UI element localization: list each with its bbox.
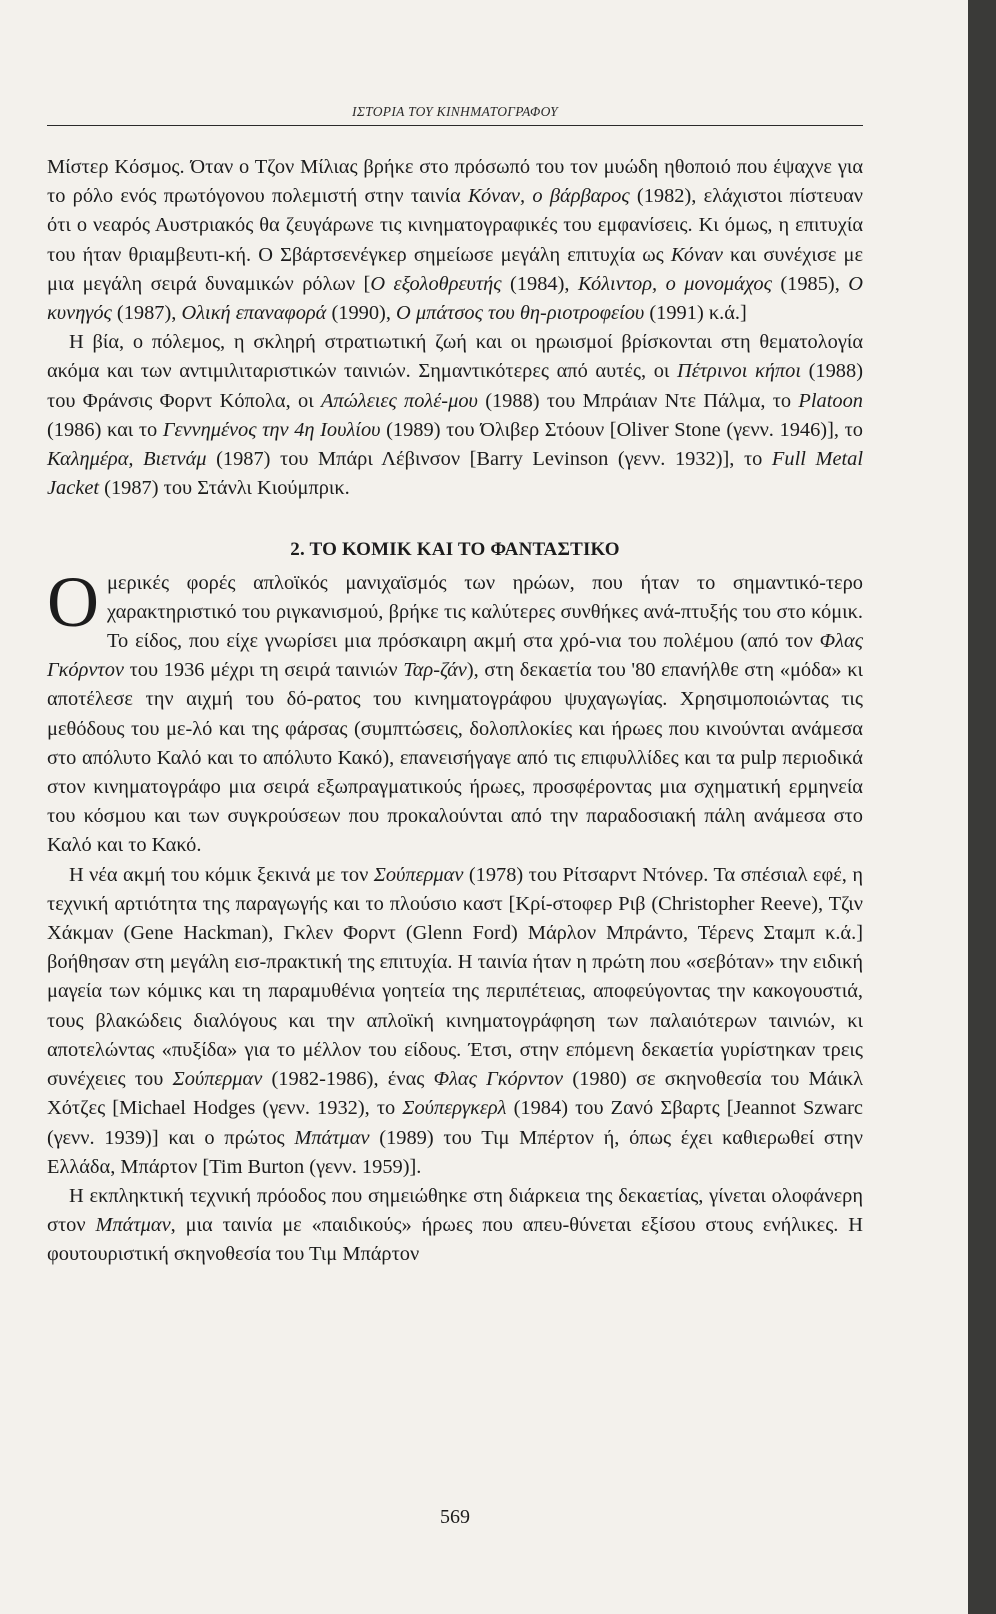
text-run: , μια ταινία με «παιδικούς» ήρωες που απευ-θύνεται εξίσου στους ενήλικες. Η φουτουριστική σκηνοθεσία του Τιμ Μπάρτον xyxy=(47,1214,863,1266)
text-run: (1980) σε σκηνοθεσία του Μάικλ Χότζες [Michael Hodges (γενν. 1932), το xyxy=(47,1068,863,1120)
italic-title: Κόλιντορ, ο μονομάχος xyxy=(577,272,772,295)
text-run: (1987) του Μπάρι Λέβινσον [Barry Levinson (γενν. 1932)], το xyxy=(206,448,772,471)
text-run: (1986) και το xyxy=(47,418,163,441)
italic-title: Σούπεργκερλ xyxy=(402,1097,507,1120)
drop-cap: Ο xyxy=(47,561,99,642)
text-run: (1984), xyxy=(501,272,578,295)
text-run: Η νέα ακμή του κόμικ ξεκινά με τον xyxy=(69,863,374,886)
text-run: (1988) του Φράνσις Φορντ Κόπολα, οι xyxy=(47,360,863,412)
text-run: (1989) του Τιμ Μπέρτον ή, όπως έχει καθιερωθεί στην Ελλάδα, Μπάρτον [Tim Burton (γενν. 1959)]. xyxy=(47,1126,863,1178)
text-run: (1982), ελάχιστοι πίστευαν ότι ο νεαρός Αυστριακός θα ζευγάρωνε τις κινηματογραφικές του εμφανίσεις. Κι όμως, η επιτυχία του ήταν θριαμβευτι-κή. Ο Σβάρτσενέγκερ σημείωσε μεγάλη επιτυχία ως xyxy=(47,185,863,266)
text-run: (1985), xyxy=(771,272,849,295)
text-run: Μίστερ Κόσμος. Όταν ο Τζον Μίλιας βρήκε στο πρόσωπό του τον μυώδη ηθοποιό που έψαχνε για το ρόλο ενός πρωτόγονου πολεμιστή στην ταινία xyxy=(47,156,863,208)
running-header: ΙΣΤΟΡΙΑ ΤΟΥ ΚΙΝΗΜΑΤΟΓΡΑΦΟΥ xyxy=(352,104,558,119)
italic-title: Φλας Γκόρντον xyxy=(47,630,863,682)
paragraph xyxy=(47,861,863,1182)
paragraph xyxy=(47,561,863,861)
italic-title: Ο κυνηγός xyxy=(47,272,864,325)
italic-title: Μπάτμαν xyxy=(95,1214,171,1237)
header-rule xyxy=(47,125,863,126)
text-run: (1984) του Ζανό Σβαρτς [Jeannot Szwarc (γενν. 1939)] και ο πρώτος xyxy=(47,1097,863,1149)
italic-title: Πέτρινοι κήποι xyxy=(677,360,802,383)
paragraph xyxy=(47,153,863,328)
intro-paragraphs xyxy=(47,153,863,503)
italic-title: Φλας Γκόρντον xyxy=(433,1068,564,1091)
italic-title: Ταρ-ζάν xyxy=(403,659,467,682)
page-body xyxy=(47,153,863,1270)
italic-title: Ο εξολοθρευτής xyxy=(370,272,502,295)
text-run: μερικές φορές απλοϊκός μανιχαϊσμός των ηρώων, που ήταν το σημαντικό-τερο χαρακτηριστικό του ριγκανισμού, βρήκε τις καλύτερες συνθήκες ανά-πτυξής του στο κόμικ. Το είδος, που είχε γνωρίσει μια πρόσκαιρη ακμή στα χρό-νια του πολέμου (από τον xyxy=(107,571,863,653)
text-run: ), στη δεκαετία του '80 επανήλθε στη «μόδα» κι αποτέλεσε την αιχμή του δό-ρατος του κινηματογράφου ψυχαγωγίας. Χρησιμοποιώντας τις μεθόδους του με-λό και της φάρσας (συμπτώσεις, δολοπλοκίες και ήρωες που κινούνται ανάμεσα στο απόλυτο Καλό και το απόλυτο Κακό), επανεισήγαγε από τις επιφυλλίδες και τα pulp περιοδικά στον κινηματογράφο μια σειρά εξωπραγματικούς ήρωες, προσφέροντας μια σχηματική ερμηνεία του κόσμου και των συγκρούσεων που προκαλούνται από την παραδοσιακή πάλη ανάμεσα στο Καλό και το Κακό. xyxy=(47,659,863,857)
section-paragraphs xyxy=(47,561,863,1270)
text-run: (1987) του Στάνλι Κιούμπρικ. xyxy=(99,477,350,500)
text-run: (1982-1986), ένας xyxy=(262,1068,434,1091)
text-run: Η βία, ο πόλεμος, η σκληρή στρατιωτική ζωή και οι ηρωισμοί βρίσκονται στη θεματολογία ακόμα και των αντιμιλιταριστικών ταινιών. Σημαντικότερες από αυτές, οι xyxy=(47,331,863,383)
italic-title: Ο μπάτσος του θη-ριοτροφείου xyxy=(396,302,645,325)
text-run: (1988) του Μπράιαν Ντε Πάλμα, το xyxy=(477,389,799,412)
italic-title: Απώλειες πολέ-μου xyxy=(320,389,478,412)
italic-title: Full Metal Jacket xyxy=(47,448,864,500)
text-run: (1987), xyxy=(111,302,182,325)
text-run: (1989) του Όλιβερ Στόουν [Oliver Stone (γενν. 1946)], το xyxy=(380,418,863,441)
paragraph xyxy=(47,1182,863,1270)
italic-title: Καλημέρα, Βιετνάμ xyxy=(47,448,207,471)
italic-title: Γεννημένος την 4η Ιουλίου xyxy=(162,418,381,441)
page-number: 569 xyxy=(440,1506,470,1528)
italic-title: Μπάτμαν xyxy=(294,1126,370,1149)
text-run: Η εκπληκτική τεχνική πρόοδος που σημειώθηκε στη διάρκεια της δεκαετίας, γίνεται ολοφάνερη στον xyxy=(47,1184,863,1237)
text-run: (1990), xyxy=(326,302,397,325)
paragraph xyxy=(47,328,863,503)
italic-title: Κόναν xyxy=(670,243,723,266)
italic-title: Κόναν, ο βάρβαρος xyxy=(467,185,630,208)
section-title: 2. ΤΟ ΚΟΜΙΚ ΚΑΙ ΤΟ ΦΑΝΤΑΣΤΙΚΟ xyxy=(290,539,620,561)
text-run: (1978) του Ρίτσαρντ Ντόνερ. Τα σπέσιαλ εφέ, η τεχνική αρτιότητα της παραγωγής και το πλούσιο καστ [Κρί-στοφερ Ριβ (Christopher Reeve), Τζιν Χάκμαν (Gene Hackman), Γκλεν Φορντ (Glenn Ford) Μάρλον Μπράντο, Τέρενς Σταμπ κ.ά.] βοήθησαν στη μεγάλη εισ-πρακτική της επιτυχία. Η ταινία ήταν η πρώτη που «σεβόταν» την ειδική μαγεία των κόμικς και τη παραμυθένια γοητεία της περιπέτειας, αποφεύγοντας την κακογουστιά, τους βλακώδεις διαλόγους και την απλοϊκή κινηματογράφηση των παλαιότερων ταινιών, κι αποτελώντας «πυξίδα» για το μέλλον του είδους. Έτσι, στην επόμενη δεκαετία γυρίστηκαν τρεις συνέχειες του xyxy=(47,863,863,1091)
italic-title: Σούπερμαν xyxy=(373,863,464,886)
italic-title: Ολική επαναφορά xyxy=(181,302,327,325)
text-run: και συνέχισε με μια μεγάλη σειρά δυναμικών ρόλων [ xyxy=(47,243,864,295)
italic-title: Σούπερμαν xyxy=(172,1068,263,1091)
italic-title: Platoon xyxy=(798,389,863,412)
text-run: (1991) κ.ά.] xyxy=(644,302,747,325)
text-run: του 1936 μέχρι τη σειρά ταινιών xyxy=(123,659,404,682)
